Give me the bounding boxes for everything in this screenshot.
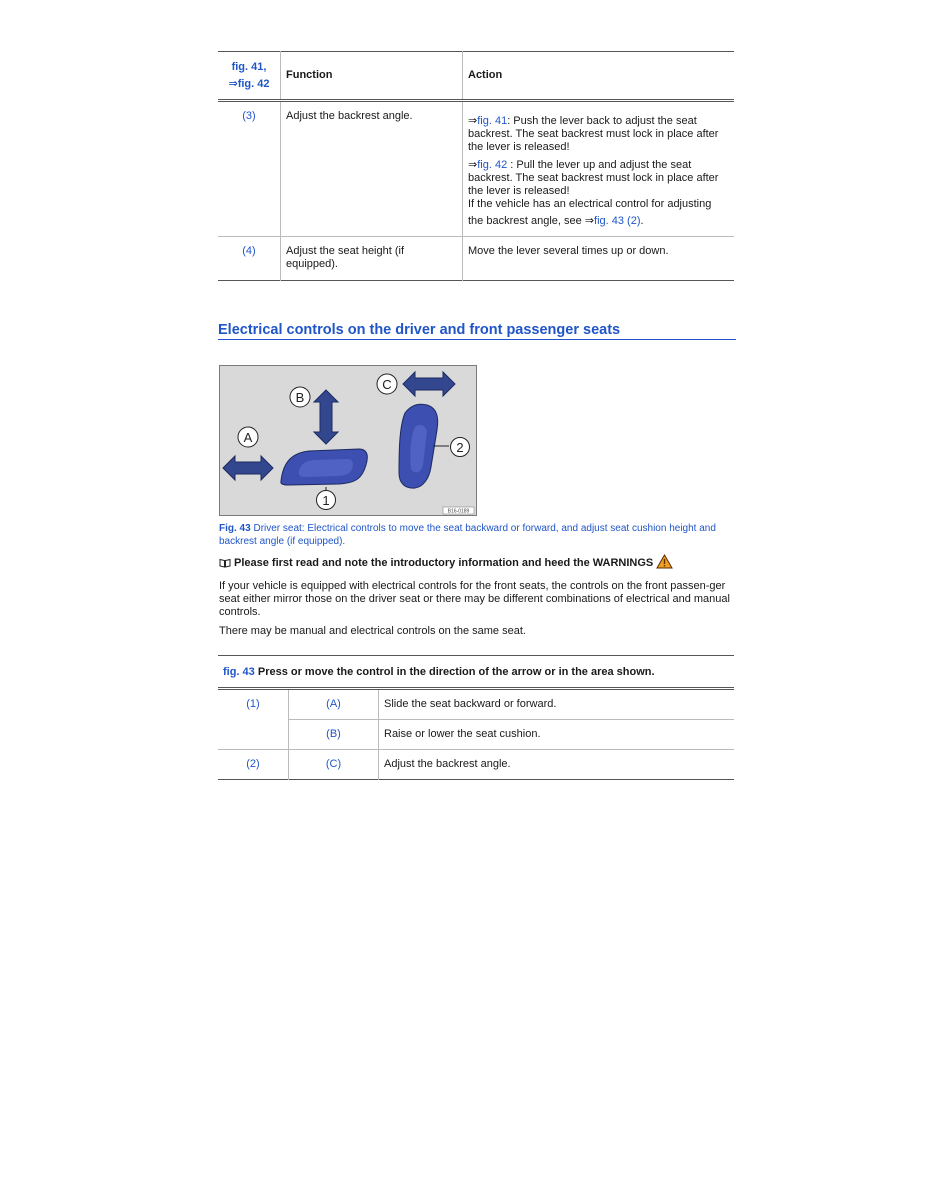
- table-header-row: [218, 656, 734, 689]
- row-control: (A): [289, 689, 379, 720]
- row-action: Move the lever several times up or down.: [468, 245, 669, 257]
- link-fig-43[interactable]: fig. 43 (2): [594, 215, 641, 227]
- label-c-text: C: [382, 377, 392, 392]
- link-fig-42[interactable]: fig. 42: [477, 159, 508, 171]
- book-icon: [219, 558, 231, 568]
- row-text: Adjust the backrest angle.: [379, 750, 735, 780]
- row-control: (C): [289, 750, 379, 780]
- label-b-text: B: [295, 390, 305, 405]
- function-header: Function: [281, 52, 463, 101]
- label-1: [317, 491, 336, 510]
- caption-text: Driver seat: Electrical controls to move the seat backward or forward, and adjust seat cushion height and backrest angle (if equipped).: [219, 523, 716, 547]
- table-row: [218, 720, 734, 750]
- arrow-icon: ⇒: [468, 159, 478, 171]
- caption-label: Fig. 43: [219, 523, 251, 534]
- action-text: : Push the lever back to adjust the seat backrest. The seat backrest must lock in place after the lever is released!: [468, 115, 719, 153]
- label-2-text: 2: [456, 440, 464, 455]
- link-fig-42[interactable]: ⇒fig. 42: [228, 77, 270, 90]
- figure-ref-header: [218, 52, 281, 101]
- arrow-icon: ⇒: [468, 115, 478, 127]
- table-header: [218, 656, 734, 689]
- row-key: (4): [218, 237, 281, 281]
- action-text: : Pull the lever up and adjust the seat backrest. The seat backrest must lock in place after the lever is released!: [468, 159, 719, 197]
- table-row: [218, 750, 734, 780]
- row-key: (3): [218, 101, 281, 237]
- row-key: (2): [218, 750, 289, 780]
- row-action: [463, 101, 735, 237]
- body-paragraph: If your vehicle is equipped with electrical controls for the front seats, the controls on the front passen-ger seat either mirror those on the driver seat or there may be different combinations of electrical and manual controls.: [219, 580, 730, 618]
- body-paragraph: There may be manual and electrical controls on the same seat.: [219, 625, 526, 637]
- label-a: [238, 427, 258, 447]
- table-header-row: [218, 52, 734, 101]
- arrow-icon: ⇒: [584, 215, 595, 227]
- row-function: Adjust the seat height (if equipped).: [281, 237, 463, 281]
- row-text: Slide the seat backward or forward.: [384, 698, 557, 710]
- action-paragraph: If the vehicle has an electrical control for adjusting: [468, 198, 712, 210]
- note-text: Please first read and note the introductory information and heed the WARNINGS: [234, 557, 654, 569]
- table-row: [218, 101, 734, 237]
- link-fig-41[interactable]: fig. 41: [477, 115, 508, 127]
- row-key: (1): [218, 689, 289, 750]
- action-text: .: [640, 215, 644, 227]
- section-heading: Electrical controls on the driver and front passenger seats: [218, 322, 736, 340]
- table-header-text: Press or move the control in the direction of the arrow or in the area shown.: [254, 666, 655, 678]
- seat-controls-figure: [219, 365, 477, 516]
- row-function: Adjust the backrest angle.: [281, 101, 463, 237]
- label-1-text: 1: [322, 493, 330, 508]
- link-fig-43[interactable]: fig. 43: [223, 666, 255, 678]
- label-a-text: A: [243, 430, 253, 445]
- figure-caption: [219, 523, 739, 548]
- label-2: [451, 438, 470, 457]
- action-paragraph: [468, 115, 729, 154]
- row-text: Raise or lower the seat cushion.: [379, 720, 735, 750]
- label-c: [377, 374, 397, 394]
- link-fig-41[interactable]: fig. 41,: [231, 60, 267, 73]
- table-row: [218, 237, 734, 281]
- action-paragraph: [468, 159, 729, 198]
- table-row: [218, 689, 734, 720]
- label-b: [290, 387, 310, 407]
- warning-triangle-icon[interactable]: [656, 554, 673, 569]
- action-header: Action: [468, 69, 503, 81]
- action-text: the backrest angle, see: [468, 215, 585, 227]
- row-control: (B): [289, 720, 379, 750]
- figure-code: B16-0189: [447, 508, 470, 515]
- warning-note: [219, 557, 673, 569]
- seat-function-table: [218, 51, 734, 281]
- electric-controls-table: [218, 655, 734, 780]
- action-paragraph: [468, 215, 729, 228]
